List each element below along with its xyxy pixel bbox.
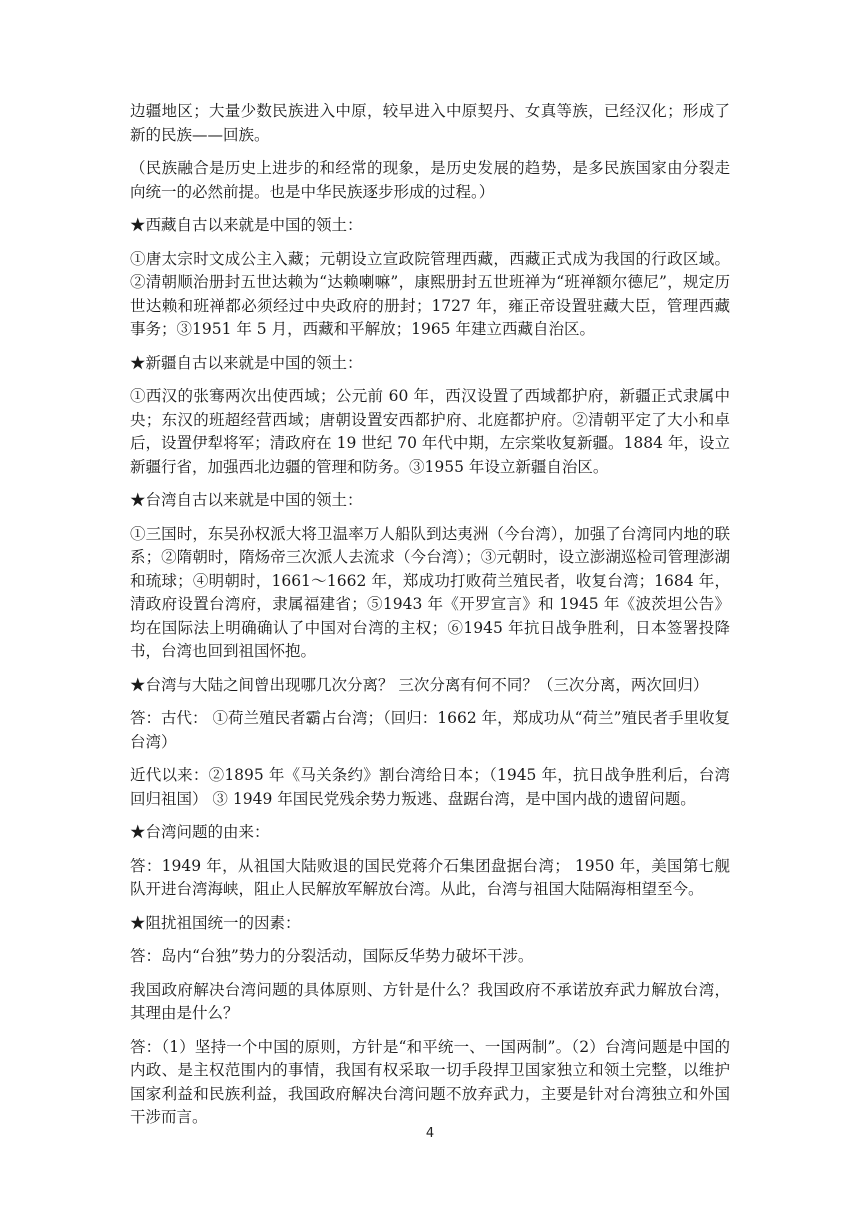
paragraph-ethnic-fusion-end: 边疆地区；大量少数民族进入中原，较早进入中原契丹、女真等族，已经汉化；形成了新的民族——回族。 bbox=[130, 102, 730, 144]
heading-xinjiang: ★新疆自古以来就是中国的领土： bbox=[130, 353, 363, 372]
paragraph-xinjiang: ①西汉的张骞两次出使西域；公元前 60 年，西汉设置了西域都护府，新疆正式隶属中央；东汉的班超经营西域；唐朝设置安西都护府、北庭都护府。②清朝平定了大小和卓后，设置伊犁将军；清政府在 19 世纪 70 年代中期，左宗棠收复新疆。1884 年，设立新疆行省，加强西北边疆的管理和防务。③1955 年设立新疆自治区。 bbox=[130, 387, 730, 476]
heading-taiwan-separations: ★台湾与大陆之间曾出现哪几次分离？ 三次分离有何不同？（三次分离，两次回归） bbox=[130, 675, 709, 694]
paragraph-obstacles: 答：岛内“台独”势力的分裂活动，国际反华势力破坏干涉。 bbox=[130, 947, 534, 965]
heading-obstacles: ★阻扰祖国统一的因素： bbox=[130, 913, 301, 932]
paragraph-principles-answer: 答：（1）坚持一个中国的原则，方针是“和平统一、一国两制”。（2）台湾问题是中国的内政、是主权范围内的事情，我国有权采取一切手段捍卫国家独立和领土完整，以维护国家利益和民族利益，我国政府解决台湾问题不放弃武力，主要是针对台湾独立和外国干涉而言。 bbox=[130, 1037, 730, 1126]
heading-taiwan: ★台湾自古以来就是中国的领土： bbox=[130, 491, 363, 509]
paragraph-modern-answer: 近代以来：②1895 年《马关条约》割台湾给日本；（1945 年，抗日战争胜利后，台湾回归祖国） ③ 1949 年国民党残余势力叛逃、盘踞台湾，是中国内战的遗留问题。 bbox=[130, 766, 730, 808]
page-number: 4 bbox=[425, 1126, 435, 1141]
paragraph-fusion-note: （民族融合是历史上进步的和经常的现象，是历史发展的趋势，是多民族国家由分裂走向统一的必然前提。也是中华民族逐步形成的过程。） bbox=[130, 159, 730, 201]
heading-tibet: ★西藏自古以来就是中国的领土： bbox=[130, 216, 363, 234]
question-principles: 我国政府解决台湾问题的具体原则、方针是什么？我国政府不承诺放弃武力解放台湾，其理由是什么？ bbox=[130, 980, 730, 1022]
paragraph-ancient-answer: 答：古代： ①荷兰殖民者霸占台湾；（回归：1662 年，郑成功从“荷兰”殖民者手里收复台湾） bbox=[130, 709, 730, 751]
heading-taiwan-origin: ★台湾问题的由来： bbox=[130, 823, 270, 841]
paragraph-taiwan: ①三国时，东吴孙权派大将卫温率万人船队到达夷洲（今台湾），加强了台湾同内地的联系；②隋朝时，隋炀帝三次派人去流求（今台湾）；③元朝时，设立澎湖巡检司管理澎湖和琉球；④明朝时，1661～1662 年，郑成功打败荷兰殖民者，收复台湾；1684 年，清政府设置台湾府，隶属福建省；⑤1943 年《开罗宣言》和 1945 年《波茨坦公告》均在国际法上明确确认了中国对台湾的主权；⑥1945 年抗日战争胜利，日本签署投降书，台湾也回到祖国怀抱。 bbox=[130, 524, 730, 660]
paragraph-taiwan-origin: 答：1949 年，从祖国大陆败退的国民党蒋介石集团盘据台湾； 1950 年，美国第七舰队开进台湾海峡，阻止人民解放军解放台湾。从此，台湾与祖国大陆隔海相望至今。 bbox=[130, 856, 730, 898]
document-body bbox=[130, 100, 730, 1140]
paragraph-tibet: ①唐太宗时文成公主入藏；元朝设立宣政院管理西藏，西藏正式成为我国的行政区域。②清朝顺治册封五世达赖为“达赖喇嘛”，康熙册封五世班禅为“班禅额尔德尼”，规定历世达赖和班禅都必须经过中央政府的册封；1727 年，雍正帝设置驻藏大臣，管理西藏事务；③1951 年 5 月，西藏和平解放；1965 年建立西藏自治区。 bbox=[130, 249, 730, 338]
